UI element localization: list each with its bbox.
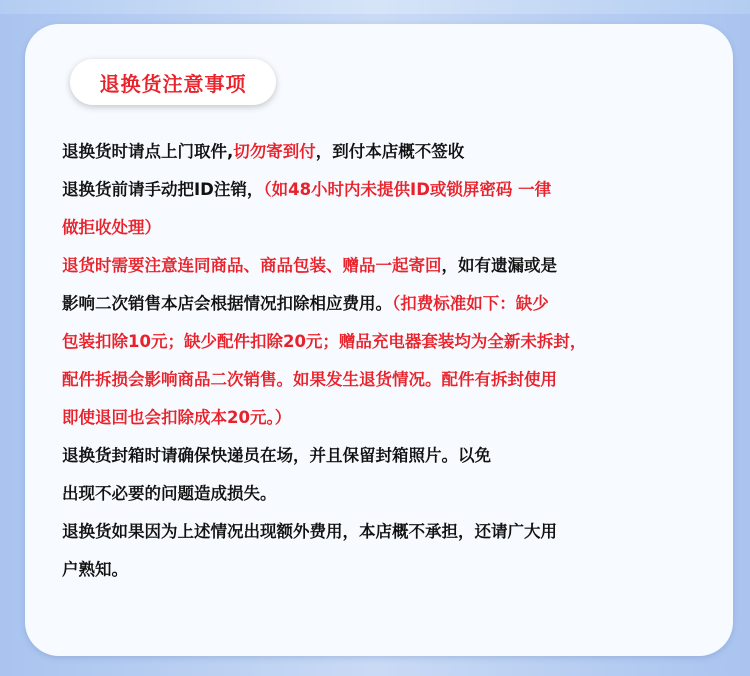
notice-line bbox=[62, 361, 722, 399]
text-segment: 退换货封箱时请确保快递员在场，并且保留封箱照片。以免 bbox=[62, 446, 491, 465]
notice-line bbox=[62, 323, 722, 361]
notice-line bbox=[62, 551, 722, 589]
text-segment: 出现不必要的问题造成损失。 bbox=[62, 484, 277, 503]
notice-body bbox=[62, 133, 722, 589]
notice-line bbox=[62, 133, 722, 171]
top-decor-strip bbox=[0, 0, 750, 14]
title-badge bbox=[70, 59, 276, 105]
text-segment: ，如有遗漏或是 bbox=[441, 256, 557, 275]
notice-line bbox=[62, 285, 722, 323]
highlight-segment: （扣费标准如下：缺少 bbox=[392, 294, 549, 313]
text-segment: 影响二次销售本店会根据情况扣除相应费用。 bbox=[62, 294, 392, 313]
text-segment: 退换货前请手动把ID注销， bbox=[62, 180, 264, 199]
text-segment: 户熟知。 bbox=[62, 560, 128, 579]
notice-line bbox=[62, 437, 722, 475]
notice-line bbox=[62, 513, 722, 551]
highlight-segment: 切勿寄到付 bbox=[233, 142, 316, 161]
text-segment: 退换货时请点上门取件, bbox=[62, 142, 234, 161]
highlight-segment: （如48小时内未提供ID或锁屏密码 一律 bbox=[263, 180, 552, 199]
highlight-segment: 做拒收处理） bbox=[62, 218, 161, 237]
highlight-segment: 即使退回也会扣除成本20元。） bbox=[62, 408, 292, 427]
notice-line bbox=[62, 171, 722, 209]
notice-line bbox=[62, 399, 722, 437]
notice-line bbox=[62, 247, 722, 285]
notice-line bbox=[62, 475, 722, 513]
notice-card bbox=[25, 24, 733, 656]
highlight-segment: 退货时需要注意连同商品、商品包装、赠品一起寄回 bbox=[62, 256, 442, 275]
text-segment: ，到付本店概不签收 bbox=[315, 142, 465, 161]
notice-title: 退换货注意事项 bbox=[99, 71, 247, 96]
highlight-segment: 包装扣除10元；缺少配件扣除20元；赠品充电器套装均为全新未拆封， bbox=[62, 332, 587, 351]
notice-line bbox=[62, 209, 722, 247]
highlight-segment: 配件拆损会影响商品二次销售。如果发生退货情况。配件有拆封使用 bbox=[62, 370, 557, 389]
text-segment: 退换货如果因为上述情况出现额外费用，本店概不承担，还请广大用 bbox=[62, 522, 557, 541]
